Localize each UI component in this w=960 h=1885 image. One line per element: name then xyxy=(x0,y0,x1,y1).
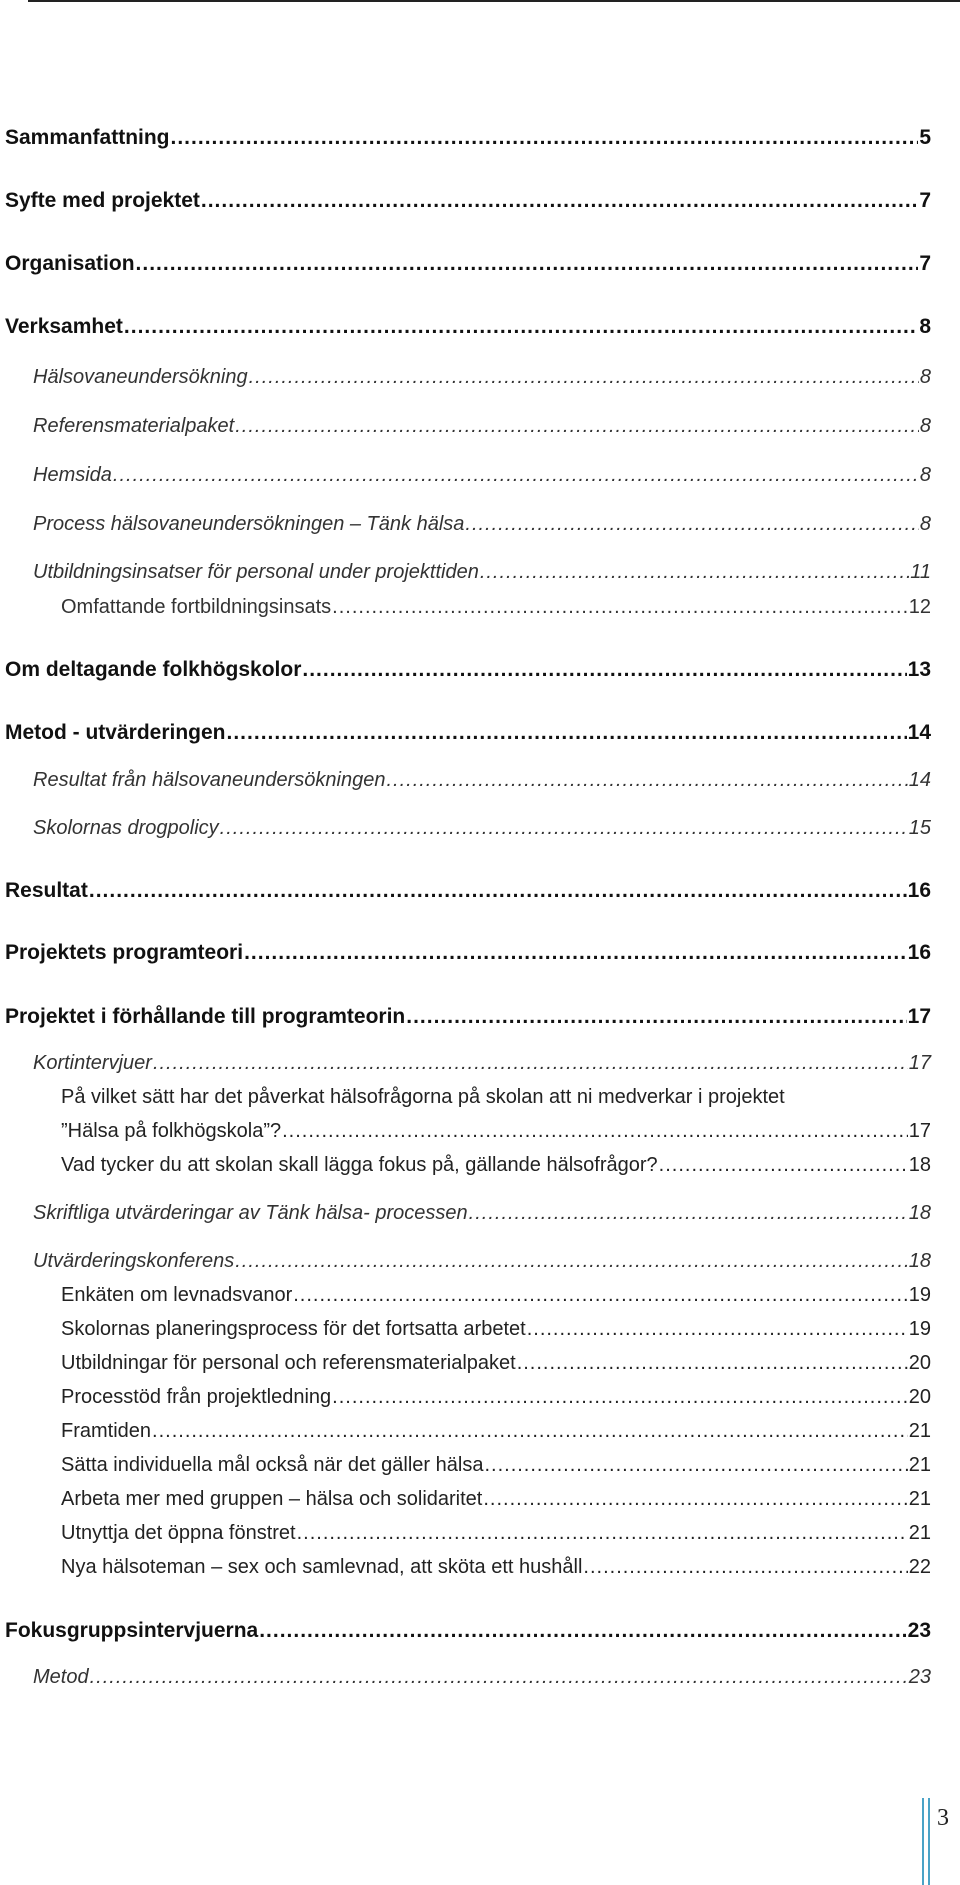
toc-leader xyxy=(386,770,907,790)
toc-entry-title: Omfattande fortbildningsinsats xyxy=(61,596,332,618)
toc-leader xyxy=(483,1489,907,1509)
toc-entry-page: 14 xyxy=(907,721,931,744)
toc-leader xyxy=(152,1421,908,1441)
toc-entry[interactable] xyxy=(33,770,931,790)
toc-entry-title: Fokusgruppsintervjuerna xyxy=(5,1619,259,1642)
toc-entry-page: 18 xyxy=(908,1154,931,1176)
toc-leader xyxy=(517,1353,908,1373)
toc-leader xyxy=(89,880,907,901)
toc-entry[interactable] xyxy=(61,1121,931,1141)
toc-entry-title: Projektets programteori xyxy=(5,941,244,964)
toc-entry-title: Utbildningsinsatser för personal under projekttiden xyxy=(33,561,479,583)
toc-entry-page: 23 xyxy=(907,1619,931,1642)
toc-entry-page: 19 xyxy=(908,1284,931,1306)
toc-entry-title: Utvärderingskonferens xyxy=(33,1250,235,1272)
toc-entry-page: 8 xyxy=(919,315,931,338)
toc-entry-page: 17 xyxy=(908,1120,931,1142)
toc-leader xyxy=(244,942,907,963)
toc-entry-title: Referensmaterialpaket xyxy=(33,415,235,437)
toc-leader xyxy=(302,659,906,680)
toc-leader xyxy=(469,1203,908,1223)
toc-entry-page: 11 xyxy=(910,561,931,583)
toc-entry[interactable] xyxy=(33,416,931,436)
toc-entry[interactable] xyxy=(5,942,931,963)
toc-entry[interactable] xyxy=(33,1203,931,1223)
toc-entry-page: 20 xyxy=(908,1352,931,1374)
toc-leader xyxy=(153,1053,908,1073)
toc-entry-page: 7 xyxy=(919,189,931,212)
toc-entry[interactable] xyxy=(61,1387,931,1407)
toc-leader xyxy=(282,1121,908,1141)
toc-entry-title: Hemsida xyxy=(33,464,112,486)
toc-entry[interactable] xyxy=(5,1620,931,1641)
toc-leader xyxy=(659,1155,908,1175)
toc-entry-page: 16 xyxy=(907,879,931,902)
toc-entry-title: Om deltagande folkhögskolor xyxy=(5,658,302,681)
toc-entry-page: 21 xyxy=(908,1522,931,1544)
toc-leader xyxy=(332,1387,908,1407)
toc-entry-title: Hälsovaneundersökning xyxy=(33,366,248,388)
toc-entry[interactable] xyxy=(61,1489,931,1509)
toc-entry-page: 21 xyxy=(908,1454,931,1476)
toc-leader xyxy=(90,1667,908,1687)
toc-entry[interactable] xyxy=(33,514,931,534)
toc-entry-page: 5 xyxy=(919,126,931,149)
toc-entry-title: Resultat xyxy=(5,879,88,902)
toc-leader xyxy=(220,818,908,838)
toc-entry-page: 19 xyxy=(908,1318,931,1340)
toc-leader xyxy=(113,465,919,485)
toc-entry[interactable] xyxy=(61,597,931,617)
toc-entry-title: Process hälsovaneundersökningen – Tänk hälsa xyxy=(33,513,465,535)
toc-entry-page: 7 xyxy=(919,252,931,275)
toc-entry[interactable] xyxy=(61,1285,931,1305)
toc-entry[interactable] xyxy=(5,880,931,901)
toc-entry[interactable] xyxy=(5,253,931,274)
toc-entry[interactable] xyxy=(33,562,931,582)
toc-entry-title: Nya hälsoteman – sex och samlevnad, att sköta ett hushåll xyxy=(61,1556,583,1578)
toc-entry[interactable] xyxy=(5,316,931,337)
toc-entry-title: Skriftliga utvärderingar av Tänk hälsa- processen xyxy=(33,1202,468,1224)
toc-entry-title: Sammanfattning xyxy=(5,126,170,149)
toc-entry-title: Skolornas drogpolicy xyxy=(33,817,219,839)
page-number: 3 xyxy=(937,1805,949,1831)
toc-leader xyxy=(201,190,918,211)
toc-leader xyxy=(124,316,918,337)
toc-leader xyxy=(235,1251,908,1271)
toc-entry-page: 15 xyxy=(908,817,931,839)
toc-entry-page: 17 xyxy=(908,1052,931,1074)
toc-entry-title: Processtöd från projektledning xyxy=(61,1386,332,1408)
toc-entry[interactable] xyxy=(33,818,931,838)
toc-leader xyxy=(480,562,909,582)
toc-entry-continued[interactable]: På vilket sätt har det påverkat hälsofrågorna på skolan att ni medverkar i projektet xyxy=(61,1086,785,1108)
toc-entry-page: 8 xyxy=(919,464,931,486)
toc-entry-page: 23 xyxy=(908,1666,931,1688)
toc-entry[interactable] xyxy=(33,465,931,485)
page-number-bar xyxy=(922,1798,930,1885)
toc-entry-page: 8 xyxy=(919,415,931,437)
toc-entry-title: Projektet i förhållande till programteorin xyxy=(5,1005,406,1028)
toc-entry-page: 8 xyxy=(919,513,931,535)
toc-entry[interactable] xyxy=(61,1155,931,1175)
toc-entry-title: Sätta individuella mål också när det gäller hälsa xyxy=(61,1454,484,1476)
toc-entry[interactable] xyxy=(33,1667,931,1687)
toc-entry-title: Kortintervjuer xyxy=(33,1052,152,1074)
toc-entry[interactable] xyxy=(33,1053,931,1073)
toc-leader xyxy=(293,1285,908,1305)
toc-entry-page: 21 xyxy=(908,1488,931,1510)
toc-entry-page: 17 xyxy=(907,1005,931,1028)
toc-entry-page: 18 xyxy=(908,1250,931,1272)
toc-entry[interactable] xyxy=(5,1006,931,1027)
toc-entry[interactable] xyxy=(5,659,931,680)
toc-leader xyxy=(406,1006,906,1027)
toc-entry-page: 8 xyxy=(919,366,931,388)
toc-entry-title: Vad tycker du att skolan skall lägga fokus på, gällande hälsofrågor? xyxy=(61,1154,658,1176)
toc-entry-page: 21 xyxy=(908,1420,931,1442)
toc-entry-title: Framtiden xyxy=(61,1420,152,1442)
toc-entry-page: 16 xyxy=(907,941,931,964)
toc-entry-title: Enkäten om levnadsvanor xyxy=(61,1284,293,1306)
toc-entry[interactable] xyxy=(61,1319,931,1339)
toc-entry-title: Organisation xyxy=(5,252,135,275)
toc-entry[interactable] xyxy=(61,1421,931,1441)
toc-leader xyxy=(583,1557,907,1577)
toc-entry-title: Metod - utvärderingen xyxy=(5,721,226,744)
toc-entry-title: Skolornas planeringsprocess för det fortsatta arbetet xyxy=(61,1318,526,1340)
toc-entry-title: Metod xyxy=(33,1666,89,1688)
toc-entry-page: 14 xyxy=(908,769,931,791)
toc-entry-title: ”Hälsa på folkhögskola”? xyxy=(61,1120,282,1142)
toc-entry[interactable] xyxy=(5,190,931,211)
toc-leader xyxy=(332,597,908,617)
toc-leader xyxy=(249,367,919,387)
toc-leader xyxy=(484,1455,907,1475)
toc-entry[interactable] xyxy=(61,1557,931,1577)
toc-entry-page: 22 xyxy=(908,1556,931,1578)
toc-entry[interactable] xyxy=(33,1251,931,1271)
toc-leader xyxy=(235,416,919,436)
toc-entry-title: Syfte med projektet xyxy=(5,189,200,212)
toc-entry-page: 13 xyxy=(907,658,931,681)
toc-entry-title: Utnyttja det öppna fönstret xyxy=(61,1522,296,1544)
toc-entry[interactable] xyxy=(61,1455,931,1475)
toc-entry-title: Arbeta mer med gruppen – hälsa och solidaritet xyxy=(61,1488,483,1510)
toc-entry-title: Utbildningar för personal och referensmaterialpaket xyxy=(61,1352,516,1374)
toc-entry-page: 18 xyxy=(908,1202,931,1224)
toc-leader xyxy=(136,253,919,274)
toc-entry-title: Resultat från hälsovaneundersökningen xyxy=(33,769,386,791)
toc-entry-page: 12 xyxy=(908,596,931,618)
toc-entry[interactable] xyxy=(33,367,931,387)
toc-entry[interactable] xyxy=(5,127,931,148)
toc-leader xyxy=(227,722,907,743)
toc-leader xyxy=(527,1319,908,1339)
toc-leader xyxy=(297,1523,908,1543)
toc-entry[interactable] xyxy=(61,1353,931,1373)
toc-entry-title: Verksamhet xyxy=(5,315,123,338)
toc-leader xyxy=(465,514,918,534)
toc-leader xyxy=(259,1620,906,1641)
toc-leader xyxy=(171,127,919,148)
toc-entry-page: 20 xyxy=(908,1386,931,1408)
toc-entry[interactable] xyxy=(5,722,931,743)
toc-entry[interactable] xyxy=(61,1523,931,1543)
